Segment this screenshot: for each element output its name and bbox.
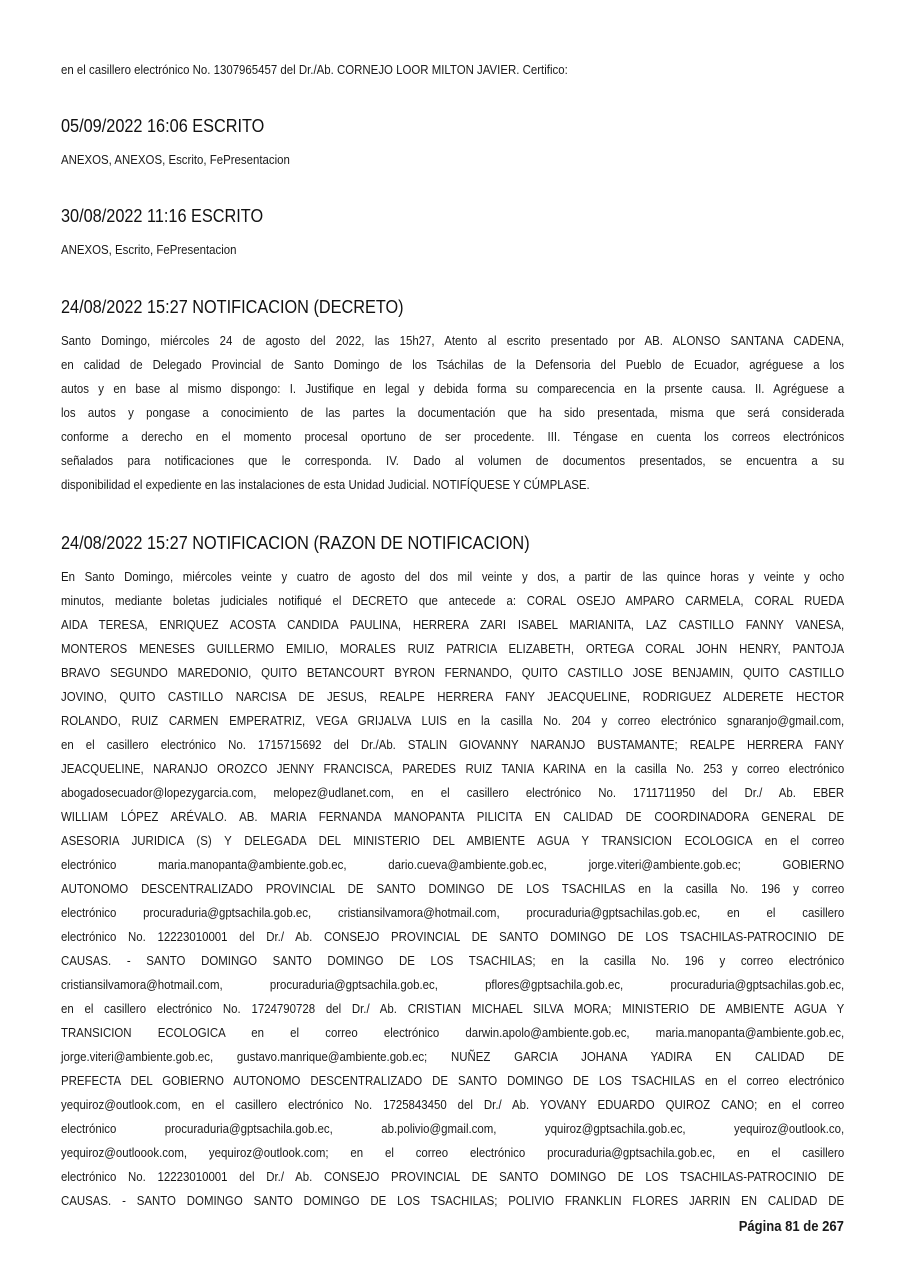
entry-heading	[61, 295, 844, 319]
body-line: jorge.viteri@ambiente.gob.ec, gustavo.manrique@ambiente.gob.ec; NUÑEZ GARCIA JOHANA YADIRA EN CALIDAD DE	[61, 1049, 845, 1064]
body-line: cristiansilvamora@hotmail.com, procuraduria@gptsachila.gob.ec, pflores@gptsachila.gob.ec, procuraduria@gptsachilas.gob.ec,	[61, 977, 845, 992]
entry-heading	[61, 114, 844, 138]
intro-text: en el casillero electrónico No. 1307965457 del Dr./Ab. CORNEJO LOOR MILTON JAVIER. Certifico:	[61, 62, 568, 77]
body-line: ROLANDO, RUIZ CARMEN EMPERATRIZ, VEGA GRIJALVA LUIS en la casilla No. 204 y correo electrónico sgnaranjo@gmail.com,	[61, 713, 845, 728]
body-line: autos y en base al mismo dispongo: I. Justifique en legal y debida forma su comparecencia en la prsente causa. II. Agréguese a	[61, 381, 845, 396]
body-line: en calidad de Delegado Provincial de Santo Domingo de los Tsáchilas de la Defensoria del Pueblo de Ecuador, agréguese a los	[61, 357, 845, 372]
body-line: electrónico procuraduria@gptsachila.gob.ec, cristiansilvamora@hotmail.com, procuraduria@gptsachilas.gob.ec, en el casillero	[61, 905, 845, 920]
body-line: AIDA TERESA, ENRIQUEZ ACOSTA CANDIDA PAULINA, HERRERA ZARI ISABEL MARIANITA, LAZ CASTILLO FANNY VANESA,	[61, 617, 845, 632]
entry-body	[61, 148, 844, 172]
body-line: electrónico No. 12223010001 del Dr./ Ab. CONSEJO PROVINCIAL DE SANTO DOMINGO DE LOS TSACHILAS-PATROCINIO DE	[61, 929, 845, 944]
body-line: yequiroz@outloook.com, yequiroz@outlook.com; en el correo electrónico procuraduria@gptsachila.gob.ec, en el casillero	[61, 1145, 845, 1160]
body-line: AUTONOMO DESCENTRALIZADO PROVINCIAL DE SANTO DOMINGO DE LOS TSACHILAS en la casilla No. 196 y correo	[61, 881, 845, 896]
body-line: ANEXOS, ANEXOS, Escrito, FePresentacion	[61, 152, 290, 167]
body-line: ANEXOS, Escrito, FePresentacion	[61, 242, 237, 257]
body-line: los autos y pongase a conocimiento de las partes la documentación que ha sido presentada, misma que será considerada	[61, 405, 845, 420]
body-line: Santo Domingo, miércoles 24 de agosto del 2022, las 15h27, Atento al escrito presentado por AB. ALONSO SANTANA CADENA,	[61, 333, 845, 348]
entry-heading	[61, 204, 844, 228]
entry-body	[61, 329, 844, 497]
body-line: electrónico procuraduria@gptsachila.gob.ec, ab.polivio@gmail.com, yquiroz@gptsachila.gob.ec, yequiroz@outlook.co,	[61, 1121, 845, 1136]
body-line: conforme a derecho en el momento procesal oportuno de ser procedente. III. Téngase en cuenta los correos electrónicos	[61, 429, 845, 444]
entry-body	[61, 238, 844, 262]
entry-heading	[61, 531, 844, 555]
body-line: electrónico maria.manopanta@ambiente.gob.ec, dario.cueva@ambiente.gob.ec, jorge.viteri@ambiente.gob.ec; GOBIERNO	[61, 857, 845, 872]
body-line: electrónico No. 12223010001 del Dr./ Ab. CONSEJO PROVINCIAL DE SANTO DOMINGO DE LOS TSACHILAS-PATROCINIO DE	[61, 1169, 845, 1184]
entry-heading-text: 24/08/2022 15:27 NOTIFICACION (RAZON DE NOTIFICACION)	[61, 532, 530, 553]
body-line: JOVINO, QUITO CASTILLO NARCISA DE JESUS, REALPE HERRERA FANY JEACQUELINE, RODRIGUEZ ALDERETE HECTOR	[61, 689, 845, 704]
body-line: ASESORIA JURIDICA (S) Y DELEGADA DEL MINISTERIO DEL AMBIENTE AGUA Y TRANSICION ECOLOGICA en el correo	[61, 833, 845, 848]
body-line: abogadosecuador@lopezygarcia.com, melopez@udlanet.com, en el casillero electrónico No. 1711711950 del Dr./ Ab. EBER	[61, 785, 845, 800]
page-number: Página 81 de 267	[738, 1219, 844, 1235]
body-line: en el casillero electrónico No. 1715715692 del Dr./Ab. STALIN GIOVANNY NARANJO BUSTAMANTE; REALPE HERRERA FANY	[61, 737, 845, 752]
body-line: señalados para notificaciones que le corresponda. IV. Dado al volumen de documentos presentados, se encuentra a su	[61, 453, 845, 468]
entry-heading-text: 30/08/2022 11:16 ESCRITO	[61, 205, 264, 226]
body-line: JEACQUELINE, NARANJO OROZCO JENNY FRANCISCA, PAREDES RUIZ TANIA KARINA en la casilla No. 253 y correo electrónico	[61, 761, 845, 776]
body-line: TRANSICION ECOLOGICA en el correo electrónico darwin.apolo@ambiente.gob.ec, maria.manopanta@ambiente.gob.ec,	[61, 1025, 845, 1040]
body-line: PREFECTA DEL GOBIERNO AUTONOMO DESCENTRALIZADO DE SANTO DOMINGO DE LOS TSACHILAS en el correo electrónico	[61, 1073, 845, 1088]
intro-line	[61, 58, 844, 82]
entry-heading-text: 05/09/2022 16:06 ESCRITO	[61, 115, 265, 136]
body-line: disponibilidad el expediente en las instalaciones de esta Unidad Judicial. NOTIFÍQUESE Y CÚMPLASE.	[61, 477, 590, 492]
entry-heading-text: 24/08/2022 15:27 NOTIFICACION (DECRETO)	[61, 296, 404, 317]
body-line: WILLIAM LÓPEZ ARÉVALO. AB. MARIA FERNANDA MANOPANTA PILICITA EN CALIDAD DE COORDINADORA GENERAL DE	[61, 809, 845, 824]
body-line: BRAVO SEGUNDO MAREDONIO, QUITO BETANCOURT BYRON FERNANDO, QUITO CASTILLO JOSE BENJAMIN, QUITO CASTILLO	[61, 665, 845, 680]
body-line: CAUSAS. - SANTO DOMINGO SANTO DOMINGO DE LOS TSACHILAS; en la casilla No. 196 y correo electrónico	[61, 953, 845, 968]
entry-body	[61, 565, 844, 1213]
body-line: MONTEROS MENESES GUILLERMO EMILIO, MORALES RUIZ PATRICIA ELIZABETH, ORTEGA CORAL JOHN HENRY, PANTOJA	[61, 641, 845, 656]
body-line: minutos, mediante boletas judiciales notifiqué el DECRETO que antecede a: CORAL OSEJO AMPARO CARMELA, CORAL RUEDA	[61, 593, 845, 608]
body-line: CAUSAS. - SANTO DOMINGO SANTO DOMINGO DE LOS TSACHILAS; POLIVIO FRANKLIN FLORES JARRIN EN CALIDAD DE	[61, 1193, 845, 1208]
body-line: yequiroz@outlook.com, en el casillero electrónico No. 1725843450 del Dr./ Ab. YOVANY EDUARDO QUIROZ CANO; en el correo	[61, 1097, 845, 1112]
body-line: En Santo Domingo, miércoles veinte y cuatro de agosto del dos mil veinte y dos, a partir de las quince horas y veinte y ocho	[61, 569, 845, 584]
body-line: en el casillero electrónico No. 1724790728 del Dr./ Ab. CRISTIAN MICHAEL SILVA MORA; MINISTERIO DE AMBIENTE AGUA Y	[61, 1001, 845, 1016]
